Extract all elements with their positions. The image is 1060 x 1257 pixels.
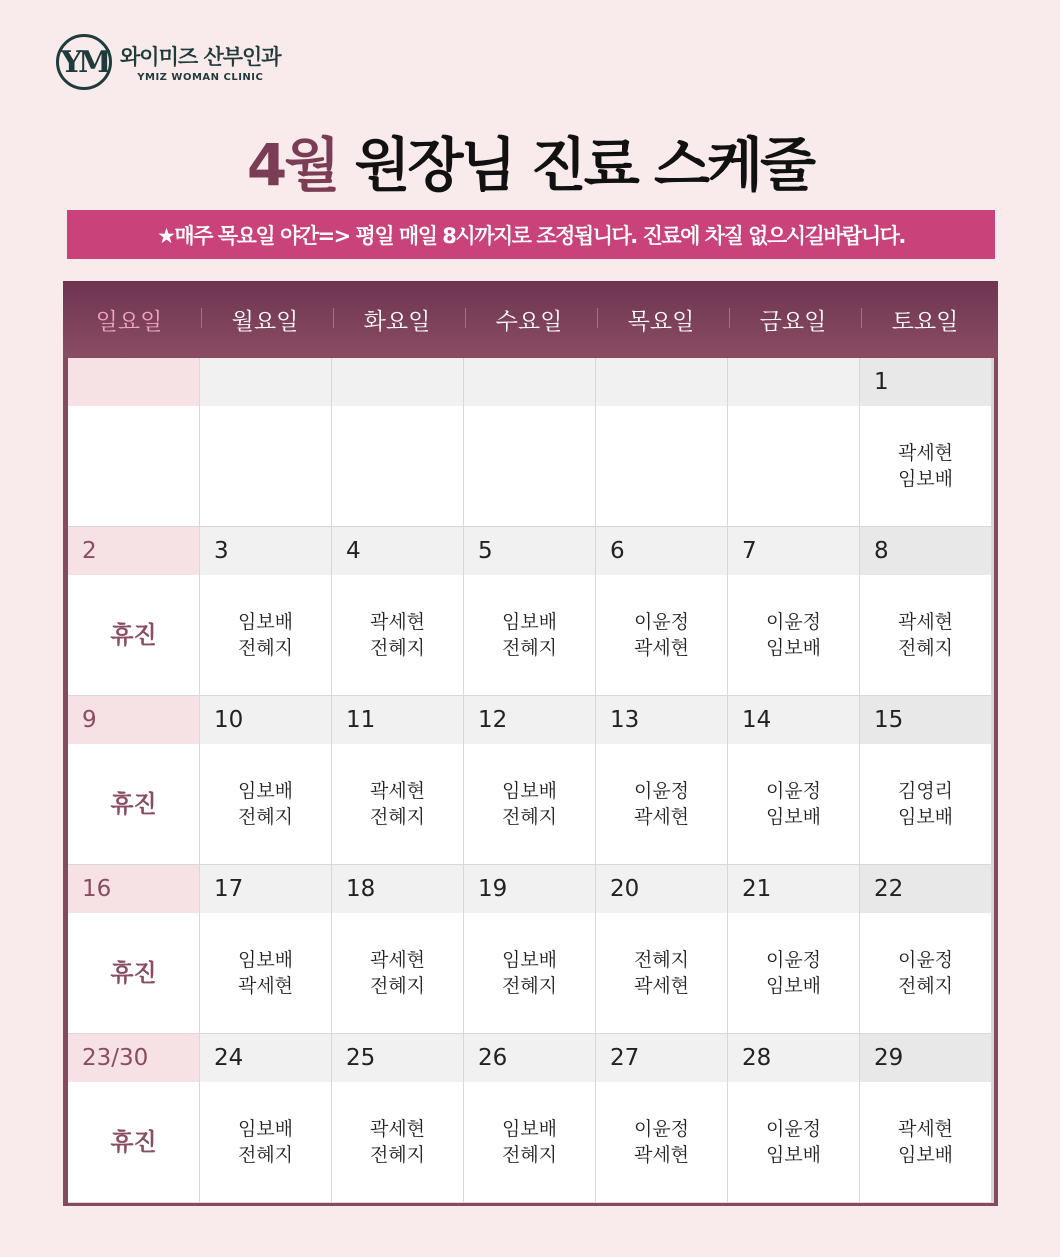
calendar-day-cell — [464, 696, 595, 864]
day-number: 6 — [596, 527, 727, 575]
doctor-name: 이윤정 — [765, 780, 822, 802]
doctor-name: 임보배 — [897, 468, 954, 490]
day-doctors — [596, 913, 727, 1033]
doctor-name: 전혜지 — [369, 806, 426, 828]
doctor-name: 임보배 — [897, 1144, 954, 1166]
day-number — [464, 358, 595, 406]
doctor-name: 임보배 — [237, 611, 294, 633]
day-doctors — [596, 406, 727, 526]
calendar-day-cell — [332, 1034, 463, 1202]
doctor-name: 임보배 — [897, 806, 954, 828]
day-doctors — [464, 913, 595, 1033]
day-doctors — [464, 744, 595, 864]
logo-text — [120, 41, 281, 83]
day-number: 24 — [200, 1034, 331, 1082]
header-divider — [729, 308, 730, 328]
calendar-day-cell — [728, 358, 859, 526]
calendar-day-cell — [728, 696, 859, 864]
calendar-grid — [68, 358, 994, 1203]
calendar-day-cell — [200, 1034, 331, 1202]
day-number: 4 — [332, 527, 463, 575]
doctor-name: 전혜지 — [369, 1144, 426, 1166]
doctor-name: 임보배 — [501, 1118, 558, 1140]
day-number: 14 — [728, 696, 859, 744]
doctor-name: 전혜지 — [897, 975, 954, 997]
day-doctors — [860, 575, 991, 695]
doctor-name: 곽세현 — [633, 806, 690, 828]
clinic-name: 와이미즈 산부인과 — [120, 45, 281, 69]
day-doctors — [596, 1082, 727, 1202]
day-number: 26 — [464, 1034, 595, 1082]
doctor-name: 임보배 — [765, 975, 822, 997]
doctor-name: 임보배 — [237, 1118, 294, 1140]
day-number: 18 — [332, 865, 463, 913]
day-doctors — [200, 1082, 331, 1202]
calendar-day-cell — [332, 358, 463, 526]
doctor-name: 전혜지 — [237, 806, 294, 828]
doctor-name: 전혜지 — [501, 637, 558, 659]
day-doctors — [860, 744, 991, 864]
doctor-name: 곽세현 — [369, 611, 426, 633]
calendar-day-cell — [596, 1034, 727, 1202]
day-doctors — [332, 575, 463, 695]
header-divider — [861, 308, 862, 328]
day-doctors — [200, 575, 331, 695]
calendar-day-cell — [464, 1034, 595, 1202]
calendar-day-cell — [332, 696, 463, 864]
calendar-day-cell — [200, 527, 331, 695]
doctor-name: 임보배 — [501, 949, 558, 971]
calendar-day-cell — [200, 865, 331, 1033]
day-number: 16 — [68, 865, 199, 913]
day-doctors — [728, 744, 859, 864]
calendar-day-cell — [200, 358, 331, 526]
page-title — [0, 118, 1060, 202]
doctor-name: 곽세현 — [897, 1118, 954, 1140]
logo-mark: YM — [56, 34, 112, 90]
closed-label: 휴진 — [110, 1128, 157, 1156]
schedule-calendar — [63, 281, 998, 1206]
day-doctors — [860, 913, 991, 1033]
day-doctors — [68, 913, 199, 1033]
doctor-name: 곽세현 — [369, 780, 426, 802]
doctor-name: 이윤정 — [633, 780, 690, 802]
doctor-name: 김영리 — [897, 780, 954, 802]
calendar-day-cell — [728, 1034, 859, 1202]
day-doctors — [464, 406, 595, 526]
clinic-name-english: YMIZ WOMAN CLINIC — [137, 72, 264, 83]
day-doctors — [68, 406, 199, 526]
day-doctors — [596, 575, 727, 695]
day-doctors — [68, 744, 199, 864]
day-doctors — [860, 1082, 991, 1202]
day-number: 10 — [200, 696, 331, 744]
header-divider — [201, 308, 202, 328]
calendar-day-cell — [860, 527, 991, 695]
doctor-name: 전혜지 — [501, 806, 558, 828]
day-doctors — [596, 744, 727, 864]
day-doctors — [728, 1082, 859, 1202]
weekday-header-cell: 수요일 — [495, 308, 563, 335]
day-number: 9 — [68, 696, 199, 744]
weekday-header-cell: 화요일 — [363, 308, 431, 335]
day-number: 2 — [68, 527, 199, 575]
day-number: 21 — [728, 865, 859, 913]
day-number: 29 — [860, 1034, 991, 1082]
day-doctors — [68, 575, 199, 695]
day-number: 19 — [464, 865, 595, 913]
doctor-name: 전혜지 — [237, 1144, 294, 1166]
day-number: 28 — [728, 1034, 859, 1082]
day-number: 3 — [200, 527, 331, 575]
doctor-name: 임보배 — [765, 637, 822, 659]
title-rest: 원장님 진료 스케줄 — [337, 131, 814, 199]
calendar-day-cell — [596, 527, 727, 695]
doctor-name: 이윤정 — [765, 949, 822, 971]
calendar-day-cell — [860, 358, 991, 526]
day-number — [332, 358, 463, 406]
calendar-day-cell — [68, 1034, 199, 1202]
day-number: 17 — [200, 865, 331, 913]
doctor-name: 전혜지 — [237, 637, 294, 659]
day-number: 15 — [860, 696, 991, 744]
doctor-name: 임보배 — [765, 806, 822, 828]
calendar-day-cell — [464, 358, 595, 526]
weekday-header-cell: 월요일 — [231, 308, 299, 335]
doctor-name: 이윤정 — [765, 1118, 822, 1140]
calendar-day-cell — [464, 527, 595, 695]
doctor-name: 곽세현 — [369, 949, 426, 971]
doctor-name: 이윤정 — [633, 611, 690, 633]
doctor-name: 이윤정 — [897, 949, 954, 971]
weekday-header — [63, 281, 998, 357]
doctor-name: 임보배 — [501, 780, 558, 802]
day-doctors — [200, 406, 331, 526]
day-doctors — [332, 913, 463, 1033]
doctor-name: 이윤정 — [633, 1118, 690, 1140]
weekday-header-cell: 목요일 — [627, 308, 695, 335]
doctor-name: 곽세현 — [897, 442, 954, 464]
day-doctors — [464, 1082, 595, 1202]
day-number: 20 — [596, 865, 727, 913]
day-number — [200, 358, 331, 406]
day-doctors — [68, 1082, 199, 1202]
doctor-name: 곽세현 — [633, 637, 690, 659]
weekday-header-cell: 일요일 — [95, 308, 163, 335]
day-number: 13 — [596, 696, 727, 744]
calendar-day-cell — [596, 358, 727, 526]
doctor-name: 임보배 — [237, 949, 294, 971]
closed-label: 휴진 — [110, 959, 157, 987]
doctor-name: 곽세현 — [237, 975, 294, 997]
day-doctors — [860, 406, 991, 526]
closed-label: 휴진 — [110, 790, 157, 818]
day-number: 23/30 — [68, 1034, 199, 1082]
clinic-logo — [56, 34, 281, 90]
calendar-day-cell — [860, 1034, 991, 1202]
doctor-name: 전혜지 — [501, 975, 558, 997]
day-number — [68, 358, 199, 406]
notice-banner: ★매주 목요일 야간=> 평일 매일 8시까지로 조정됩니다. 진료에 차질 없으시길바랍니다. — [67, 210, 995, 259]
day-number: 22 — [860, 865, 991, 913]
day-number: 8 — [860, 527, 991, 575]
day-doctors — [332, 1082, 463, 1202]
header-divider — [465, 308, 466, 328]
calendar-day-cell — [728, 527, 859, 695]
weekday-header-cell: 토요일 — [891, 308, 959, 335]
doctor-name: 전혜지 — [501, 1144, 558, 1166]
doctor-name: 곽세현 — [369, 1118, 426, 1140]
day-doctors — [332, 406, 463, 526]
title-month: 4월 — [246, 131, 338, 199]
doctor-name: 곽세현 — [633, 1144, 690, 1166]
closed-label: 휴진 — [110, 621, 157, 649]
day-number: 27 — [596, 1034, 727, 1082]
calendar-day-cell — [860, 865, 991, 1033]
day-doctors — [728, 575, 859, 695]
day-doctors — [332, 744, 463, 864]
day-doctors — [464, 575, 595, 695]
doctor-name: 곽세현 — [897, 611, 954, 633]
calendar-day-cell — [68, 527, 199, 695]
calendar-day-cell — [728, 865, 859, 1033]
calendar-day-cell — [596, 696, 727, 864]
doctor-name: 임보배 — [501, 611, 558, 633]
calendar-day-cell — [464, 865, 595, 1033]
doctor-name: 전혜지 — [897, 637, 954, 659]
day-number — [596, 358, 727, 406]
doctor-name: 곽세현 — [633, 975, 690, 997]
calendar-day-cell — [68, 696, 199, 864]
doctor-name: 전혜지 — [369, 975, 426, 997]
doctor-name: 이윤정 — [765, 611, 822, 633]
day-number: 5 — [464, 527, 595, 575]
calendar-day-cell — [200, 696, 331, 864]
calendar-day-cell — [596, 865, 727, 1033]
day-number — [728, 358, 859, 406]
day-doctors — [200, 913, 331, 1033]
calendar-day-cell — [332, 865, 463, 1033]
calendar-day-cell — [332, 527, 463, 695]
day-doctors — [728, 406, 859, 526]
doctor-name: 전혜지 — [369, 637, 426, 659]
day-number: 1 — [860, 358, 991, 406]
calendar-day-cell — [68, 865, 199, 1033]
header-divider — [597, 308, 598, 328]
header-divider — [333, 308, 334, 328]
day-doctors — [200, 744, 331, 864]
calendar-day-cell — [68, 358, 199, 526]
day-number: 7 — [728, 527, 859, 575]
doctor-name: 전혜지 — [633, 949, 690, 971]
day-number: 25 — [332, 1034, 463, 1082]
day-number: 11 — [332, 696, 463, 744]
doctor-name: 임보배 — [237, 780, 294, 802]
day-doctors — [728, 913, 859, 1033]
day-number: 12 — [464, 696, 595, 744]
weekday-header-cell: 금요일 — [759, 308, 827, 335]
calendar-day-cell — [860, 696, 991, 864]
doctor-name: 임보배 — [765, 1144, 822, 1166]
